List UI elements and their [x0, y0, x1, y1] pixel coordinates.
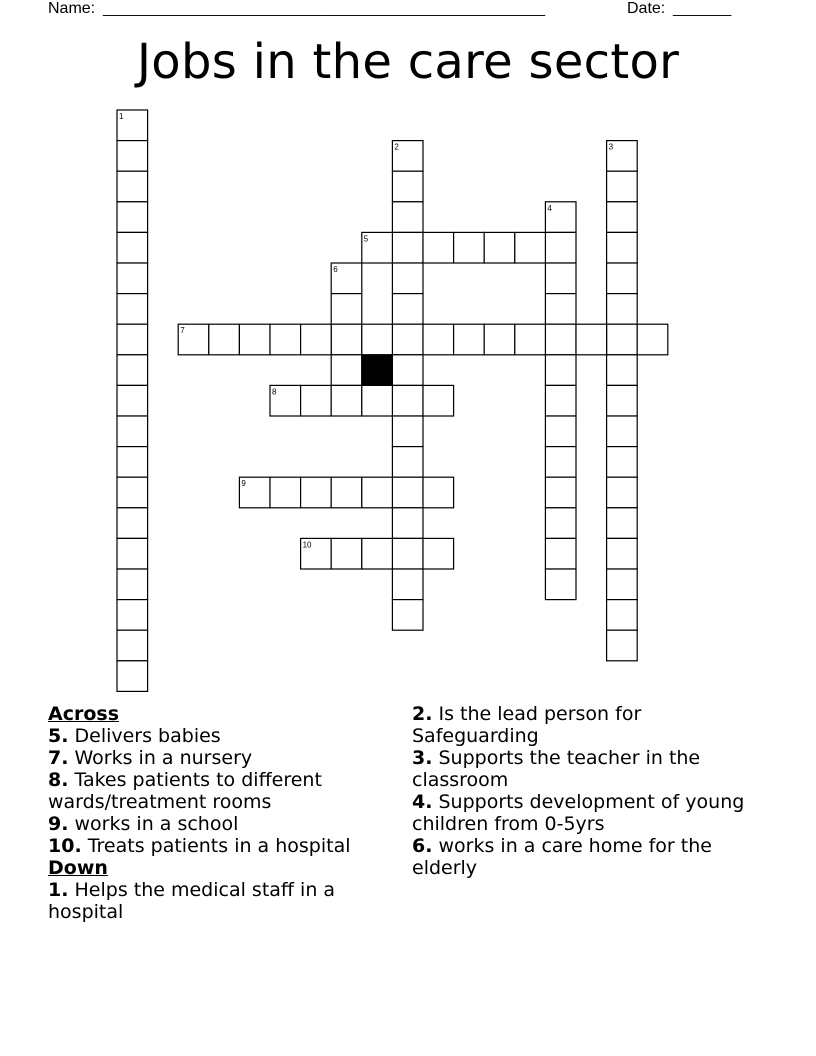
grid-cell[interactable] [331, 355, 362, 386]
grid-cell[interactable] [117, 385, 148, 416]
down-clue [412, 835, 757, 879]
grid-cell[interactable] [607, 569, 638, 600]
clue-number: 5. [48, 725, 69, 747]
down-clue [48, 879, 393, 923]
clue-number: 7. [48, 747, 69, 769]
grid-cell[interactable] [392, 171, 423, 202]
down-clue [412, 703, 757, 747]
grid-cell[interactable] [607, 355, 638, 386]
grid-cell[interactable] [545, 263, 576, 294]
grid-cell[interactable] [209, 324, 240, 355]
clue-text: Is the lead person for Safeguarding [412, 703, 642, 747]
grid-cell[interactable] [117, 661, 148, 692]
clue-number-label: 2 [394, 142, 399, 152]
grid-cell[interactable] [331, 538, 362, 569]
grid-cell[interactable] [117, 600, 148, 631]
grid-cell[interactable] [392, 263, 423, 294]
grid-cell[interactable] [392, 324, 423, 355]
across-heading: Across [48, 703, 120, 725]
grid-cell[interactable] [607, 416, 638, 447]
across-clue [48, 769, 393, 813]
down-clue [412, 747, 757, 791]
grid-cell[interactable] [607, 447, 638, 478]
grid-cell[interactable] [545, 569, 576, 600]
grid-cell[interactable] [392, 232, 423, 263]
clue-number: 8. [48, 769, 69, 791]
grid-cell[interactable] [423, 385, 454, 416]
shaded-cell [362, 355, 393, 386]
grid-cell[interactable] [454, 232, 485, 263]
clue-number-label: 8 [272, 387, 277, 397]
grid-cell[interactable] [515, 232, 546, 263]
grid-cell[interactable] [117, 416, 148, 447]
grid-cell[interactable] [637, 324, 668, 355]
clue-number: 2. [412, 703, 433, 725]
grid-cell[interactable] [607, 508, 638, 539]
grid-cell[interactable] [301, 385, 332, 416]
grid-cell[interactable] [331, 324, 362, 355]
grid-cell[interactable] [270, 477, 301, 508]
grid-cell[interactable] [117, 447, 148, 478]
page-title: Jobs in the care sector [136, 34, 680, 90]
grid-cell[interactable] [607, 324, 638, 355]
grid-cell[interactable] [301, 324, 332, 355]
clue-number-label: 10 [302, 540, 312, 550]
grid-cell[interactable] [117, 630, 148, 661]
clue-number-label: 4 [547, 203, 552, 213]
grid-cell[interactable] [545, 447, 576, 478]
clues-left-column [48, 703, 393, 923]
clue-text: Treats patients in a hospital [87, 835, 351, 857]
grid-cell[interactable] [545, 232, 576, 263]
clue-number: 10. [48, 835, 82, 857]
grid-cell[interactable] [545, 294, 576, 325]
grid-cell[interactable] [423, 232, 454, 263]
grid-cell[interactable] [362, 385, 393, 416]
date-field[interactable]: _______ [673, 0, 732, 17]
clue-number-label: 9 [241, 479, 246, 489]
grid-cell[interactable] [607, 202, 638, 233]
clue-number: 4. [412, 791, 433, 813]
grid-cell[interactable] [454, 324, 485, 355]
clue-number: 3. [412, 747, 433, 769]
grid-cell[interactable] [607, 477, 638, 508]
grid-cell[interactable] [362, 538, 393, 569]
grid-cell[interactable] [117, 538, 148, 569]
grid-cell[interactable] [545, 508, 576, 539]
clue-number-label: 7 [180, 326, 185, 336]
grid-cell[interactable] [484, 232, 515, 263]
grid-cell[interactable] [545, 324, 576, 355]
grid-cell[interactable] [117, 171, 148, 202]
grid-cell[interactable] [117, 569, 148, 600]
grid-cell[interactable] [392, 447, 423, 478]
grid-cell[interactable] [117, 141, 148, 172]
clue-number: 6. [412, 835, 433, 857]
across-clue [48, 747, 393, 769]
grid-cell[interactable] [331, 294, 362, 325]
across-clue [48, 725, 393, 747]
grid-cell[interactable] [607, 385, 638, 416]
grid-cell[interactable] [607, 232, 638, 263]
grid-cell[interactable] [392, 416, 423, 447]
grid-cell[interactable] [423, 477, 454, 508]
grid-cell[interactable] [301, 477, 332, 508]
clue-text: Works in a nursery [74, 747, 253, 769]
across-clue [48, 835, 393, 857]
grid-cell[interactable] [331, 477, 362, 508]
clue-number-label: 3 [608, 142, 614, 152]
grid-cell[interactable] [607, 630, 638, 661]
grid-cell[interactable] [484, 324, 515, 355]
grid-cell[interactable] [117, 477, 148, 508]
grid-cell[interactable] [331, 385, 362, 416]
down-clue [412, 791, 757, 835]
grid-cell[interactable] [545, 355, 576, 386]
grid-cell[interactable] [392, 600, 423, 631]
clue-text: Helps the medical staff in a hospital [48, 879, 336, 923]
grid-cell[interactable] [545, 416, 576, 447]
grid-cell[interactable] [117, 324, 148, 355]
grid-cell[interactable] [270, 324, 301, 355]
clue-number: 1. [48, 879, 69, 901]
grid-cell[interactable] [392, 385, 423, 416]
across-clue [48, 813, 393, 835]
clue-text: Supports development of young children from 0-5yrs [412, 791, 745, 835]
grid-cell[interactable] [607, 600, 638, 631]
clue-number: 9. [48, 813, 69, 835]
grid-cell[interactable] [607, 294, 638, 325]
name-label: Name: [48, 0, 96, 17]
clue-text: works in a school [74, 813, 239, 835]
name-field[interactable]: _____________________________________________________ [103, 0, 546, 17]
grid-cell[interactable] [239, 324, 270, 355]
grid-cell[interactable] [392, 477, 423, 508]
grid-cell[interactable] [607, 171, 638, 202]
grid-cell[interactable] [423, 538, 454, 569]
down-heading: Down [48, 857, 108, 879]
grid-cell[interactable] [117, 355, 148, 386]
grid-cell[interactable] [362, 324, 393, 355]
grid-cell[interactable] [545, 538, 576, 569]
grid-cell[interactable] [117, 294, 148, 325]
grid-cell[interactable] [392, 538, 423, 569]
grid-cell[interactable] [515, 324, 546, 355]
grid-cell[interactable] [576, 324, 607, 355]
grid-cell[interactable] [117, 263, 148, 294]
date-label: Date: [627, 0, 666, 17]
clue-text: Supports the teacher in the classroom [412, 747, 701, 791]
grid-cell[interactable] [423, 324, 454, 355]
grid-cell[interactable] [607, 263, 638, 294]
clue-number-label: 1 [119, 112, 124, 121]
clue-text: Takes patients to different wards/treatment rooms [48, 769, 322, 813]
grid-cell[interactable] [392, 202, 423, 233]
clue-number-label: 5 [363, 234, 369, 244]
grid-cell[interactable] [545, 477, 576, 508]
grid-cell[interactable] [362, 477, 393, 508]
clue-number-label: 6 [333, 265, 338, 274]
grid-cell[interactable] [392, 508, 423, 539]
grid-cell[interactable] [117, 508, 148, 539]
grid-cell[interactable] [392, 569, 423, 600]
clue-text: Delivers babies [74, 725, 221, 747]
grid-cell[interactable] [607, 538, 638, 569]
grid-cell[interactable] [392, 294, 423, 325]
clues-right-column [412, 703, 757, 879]
grid-cell[interactable] [545, 385, 576, 416]
clue-text: works in a care home for the elderly [412, 835, 712, 879]
grid-cell[interactable] [117, 232, 148, 263]
grid-cell[interactable] [117, 202, 148, 233]
grid-cell[interactable] [392, 355, 423, 386]
